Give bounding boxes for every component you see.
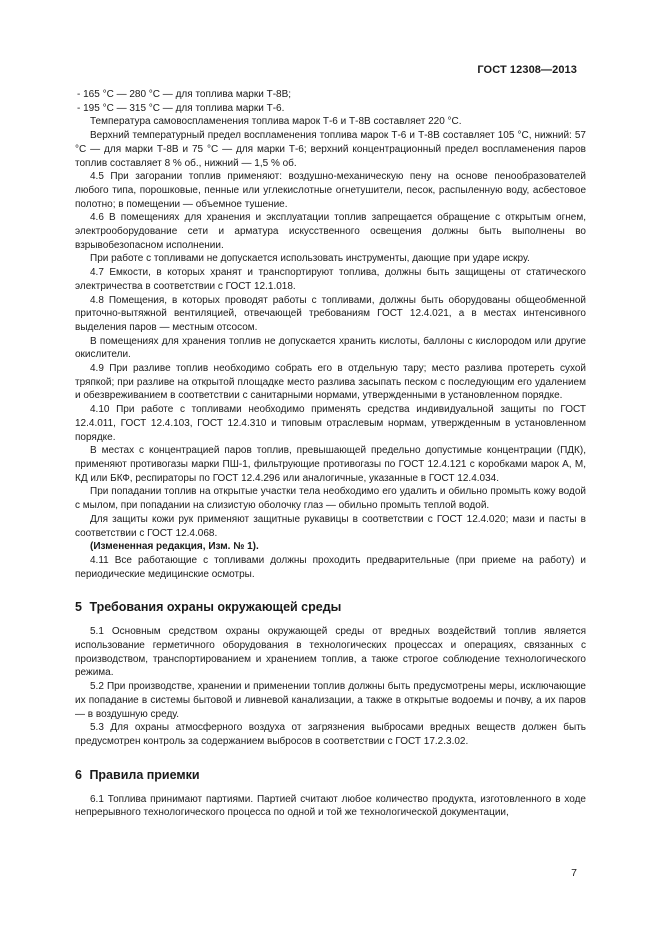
paragraph-4-7: 4.7 Емкости, в которых хранят и транспортируют топлива, должны быть защищены от статического электричества в соответствии с ГОСТ 12.1.018. xyxy=(75,267,586,292)
paragraph-5-3: 5.3 Для охраны атмосферного воздуха от загрязнения выбросами вредных веществ должен быть предусмотрен контроль за содержанием выбросов в соответствии с ГОСТ 17.2.3.02. xyxy=(75,722,586,747)
section-5-heading xyxy=(75,599,586,615)
section-number: 6 xyxy=(75,767,82,782)
paragraph: При попадании топлив на открытые участки тела необходимо его удалить и обильно промыть кожу водой с мылом, при попадании на слизистую оболочку глаз — обильно промыть теплой водой. xyxy=(75,486,586,512)
section-title: Требования охраны окружающей среды xyxy=(89,600,342,615)
paragraph: Верхний температурный предел воспламенения топлива марок Т-6 и Т-8В составляет 105 °С, нижний: 57 °С — для марки Т-8В и 75 °С — для марки Т-6; верхний концентрационный предел воспламенения паров топлив составляет 8 % об., нижний — 1,5 % об. xyxy=(75,130,586,169)
paragraph-5-2: 5.2 При производстве, хранении и применении топлив должны быть предусмотрены меры, исключающие их попадание в системы бытовой и ливневой канализации, а также в открытые водоемы и почву, а их паров — в воздушную среду. xyxy=(75,681,586,720)
paragraph-4-6: 4.6 В помещениях для хранения и эксплуатации топлив запрещается обращение с открытым огнем, электрооборудование сети и арматура искусственного освещения должны быть выполнены во взрывобезопасном исполнении. xyxy=(75,212,586,251)
section-number: 5 xyxy=(75,600,82,615)
page-content xyxy=(75,88,586,820)
paragraph: В местах с концентрацией паров топлив, превышающей предельно допустимые концентрации (ПДК), применяют противогазы марки ПШ-1, фильтрующие противогазы по ГОСТ 12.4.121 с коробками марок А, М, КД или БКФ, респираторы по ГОСТ 12.4.296 или аналогичные, указанные в ГОСТ 12.4.034. xyxy=(75,445,586,484)
paragraph-4-9: 4.9 При разливе топлив необходимо собрать его в отдельную тару; место разлива протереть сухой тряпкой; при разливе на открытой площадке место разлива засыпать песком с последующим его удалением и обезвреживанием в соответствии с санитарными нормами, утвержденными в установленном порядке. xyxy=(75,363,586,402)
paragraph-6-1: 6.1 Топлива принимают партиями. Партией считают любое количество продукта, изготовленного в ходе непрерывного технологического процесса по одной и той же технологической документации, xyxy=(75,793,586,819)
page-number: 7 xyxy=(571,867,577,879)
section-6-heading xyxy=(75,767,586,783)
paragraph-4-10: 4.10 При работе с топливами необходимо применять средства индивидуальной защиты по ГОСТ 12.4.011, ГОСТ 12.4.103, ГОСТ 12.4.310 и типовым отраслевым нормам, утвержденным в установленном порядке. xyxy=(75,404,586,443)
paragraph-4-5: 4.5 При загорании топлив применяют: воздушно-механическую пену на основе пенообразователей любого типа, порошковые, пенные или углекислотные огнетушители, песок, распыленную воду, асбестовое полотно; в помещении — объемное тушение. xyxy=(75,171,586,210)
paragraph-5-1: 5.1 Основным средством охраны окружающей среды от вредных воздействий топлив является использование герметичного оборудования в технологических процессах и операциях, связанных с производством, транспортированием и хранением топлив, а также строгое соблюдение технологического режима. xyxy=(75,626,586,679)
paragraph-4-11: 4.11 Все работающие с топливами должны проходить предварительные (при приеме на работу) и периодические медицинские осмотры. xyxy=(75,554,586,580)
list-item: - 165 °С — 280 °С — для топлива марки Т-8В; xyxy=(77,89,292,100)
section-title: Правила приемки xyxy=(89,767,200,782)
paragraph-4-8: 4.8 Помещения, в которых проводят работы с топливами, должны быть оборудованы общеобменной приточно-вытяжной вентиляцией, отвечающей требованиям ГОСТ 12.4.021, а в местах интенсивного выделения паров — местным отсосом. xyxy=(75,294,586,333)
paragraph: Для защиты кожи рук применяют защитные рукавицы в соответствии с ГОСТ 12.4.020; мази и пасты в соответствии с ГОСТ 12.4.068. xyxy=(75,513,586,539)
list-item: - 195 °С — 315 °С — для топлива марки Т-6. xyxy=(77,102,285,114)
paragraph: Температура самовоспламенения топлива марок Т-6 и Т-8В составляет 220 °С. xyxy=(90,116,462,128)
paragraph: При работе с топливами не допускается использовать инструменты, дающие при ударе искру. xyxy=(90,253,530,265)
document-header: ГОСТ 12308—2013 xyxy=(477,64,577,76)
paragraph: В помещениях для хранения топлив не допускается хранить кислоты, баллоны с кислородом или другие окислители. xyxy=(75,335,586,361)
amendment-note: (Измененная редакция, Изм. № 1). xyxy=(90,541,259,553)
